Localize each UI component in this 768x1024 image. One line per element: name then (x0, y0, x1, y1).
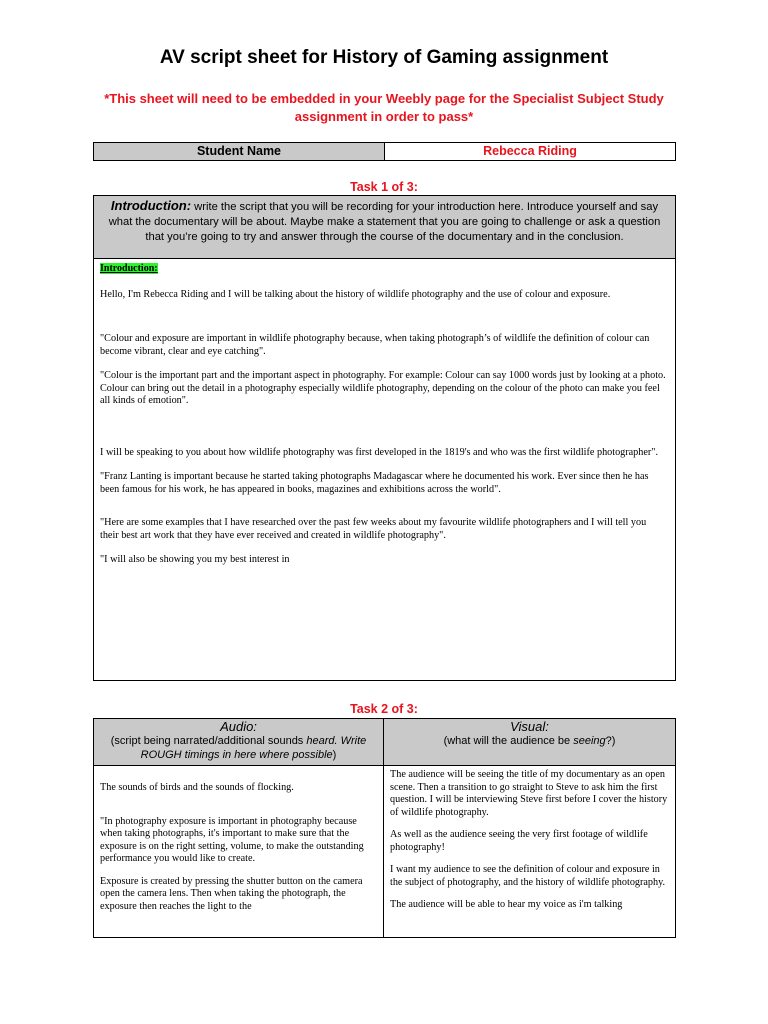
visual-paragraph: The audience will be able to hear my voice as i'm talking (390, 899, 623, 910)
audio-column-header (94, 719, 384, 765)
audio-column-title: Audio: (220, 719, 257, 734)
student-name-label: Student Name (94, 143, 385, 160)
script-paragraph: "I will also be showing you my best interest in (100, 554, 290, 565)
audio-column-subtitle: (script being narrated/additional sounds heard. Write ROUGH timings in here where possible) (110, 735, 367, 761)
visual-paragraph: The audience will be seeing the title of my documentary as an open scene. Then a transition to go straight to Steve to ask him the first question. I will be interviewing Steve first before I cover the history of wildlife photography. (390, 769, 668, 818)
task2-heading: Task 2 of 3: (350, 702, 418, 716)
audio-column-body (94, 766, 384, 937)
script-paragraph: "Here are some examples that I have researched over the past few weeks about my favourite wildlife photographers and I will tell you their best art work that they have ever received and created in wildlife photography". (100, 517, 647, 541)
audio-paragraph: "In photography exposure is important in photography because when taking photographs, it's important to make sure that the exposure is on the right setting, volume, to make the outstanding performance you would like to create. (100, 815, 364, 864)
script-paragraph: "Franz Lanting is important because he started taking photographs Madagascar where he documented his work. Ever since then he has been famous for his work, he has appeared in books, magazines and exhibitions across the world". (100, 471, 649, 495)
audio-paragraph: The sounds of birds and the sounds of flocking. (100, 782, 294, 793)
visual-column-subtitle: (what will the audience be seeing?) (443, 735, 616, 747)
document-title: AV script sheet for History of Gaming assignment (159, 47, 609, 68)
task2-audio-visual-table (93, 718, 676, 938)
introduction-highlight-label: Introduction: (100, 263, 158, 274)
visual-column-title: Visual: (510, 719, 549, 734)
task1-script-body (94, 259, 675, 567)
visual-column-header (384, 719, 675, 765)
task1-script-box (93, 195, 676, 681)
visual-paragraph: I want my audience to see the definition of colour and exposure in the subject of photography, and the history of wildlife photography. (390, 864, 666, 888)
task2-table-header (94, 719, 675, 766)
visual-column-body (384, 766, 675, 937)
script-paragraph: I will be speaking to you about how wildlife photography was first developed in the 1819's and who was the first wildlife photographer". (100, 446, 658, 458)
script-paragraph: Hello, I'm Rebecca Riding and I will be talking about the history of wildlife photography and the use of colour and exposure. (100, 288, 611, 300)
task1-instructions-text: write the script that you will be recording for your introduction here. Introduce yourself and say what the documentary will be about. Maybe make a statement that you are going to challenge or ask a question that you’re going to try and answer through the course of the documentary and in the conclusion. (108, 201, 661, 243)
embed-warning: *This sheet will need to be embedded in your Weebly page for the Specialist Subject Study assignment in order to pass* (104, 91, 664, 124)
student-name-row (93, 142, 676, 161)
student-name-value: Rebecca Riding (483, 144, 577, 158)
task1-instructions-lead: Introduction: (110, 198, 192, 213)
task2-table-body (94, 766, 675, 937)
task1-heading: Task 1 of 3: (350, 180, 418, 194)
audio-paragraph: Exposure is created by pressing the shutter button on the camera open the camera lens. Then when taking the photograph, the exposure then reaches the light to the (100, 875, 363, 912)
visual-paragraph: As well as the audience seeing the very first footage of wildlife photography! (390, 829, 648, 853)
script-paragraph: "Colour and exposure are important in wildlife photography because, when taking photograph’s of wildlife the definition of colour can become vibrant, clear and eye catching". (100, 333, 650, 357)
script-paragraph: "Colour is the important part and the important aspect in photography. For example: Colour can say 1000 words just by looking at a photo. Colour can bring out the detail in a photography especially wildlife photography, depending on the colour of the photo can make you feel all kinds of emotion". (100, 370, 666, 406)
task1-instructions (94, 196, 675, 259)
